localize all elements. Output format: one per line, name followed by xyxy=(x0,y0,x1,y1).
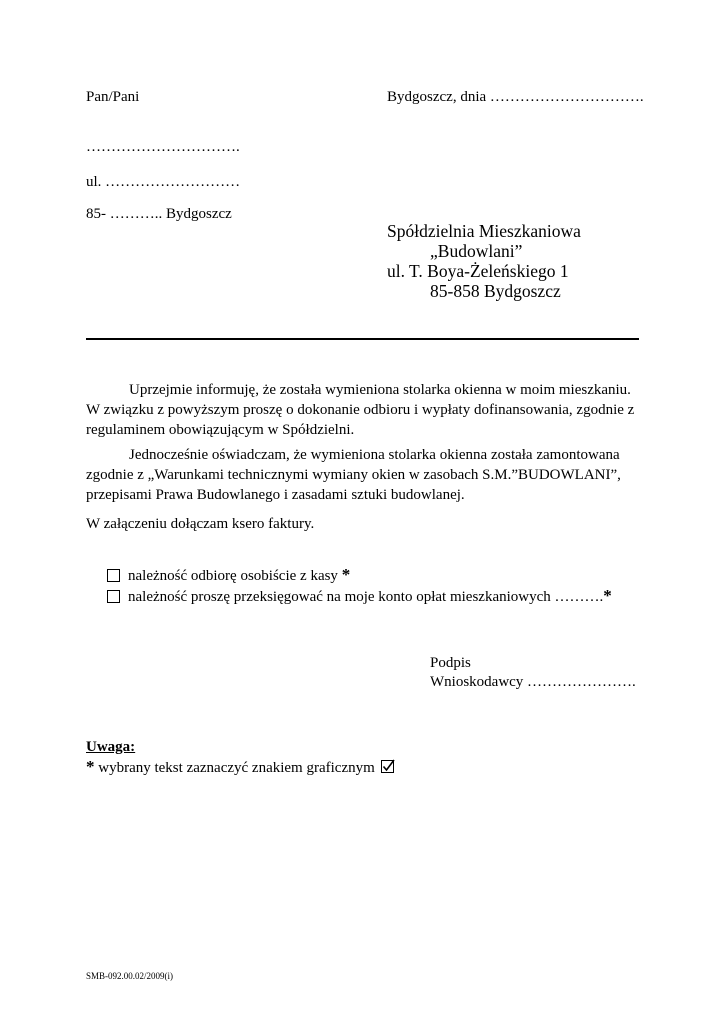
date-line: Bydgoszcz, dnia …………………………. xyxy=(387,89,644,105)
recipient-line-1: Spółdzielnia Mieszkaniowa xyxy=(387,221,581,241)
option-transfer-label: należność proszę przeksięgować na moje konto opłat mieszkaniowych ………. xyxy=(128,589,604,605)
recipient-line-3: ul. T. Boya-Żeleńskiego 1 xyxy=(387,261,569,281)
footer-code: SMB-092.00.02/2009(i) xyxy=(86,971,174,981)
body-p1-line2: W związku z powyższym proszę o dokonanie odbioru i wypłaty dofinansowania, zgodnie z xyxy=(86,402,635,418)
note-line xyxy=(86,757,395,778)
recipient-line-4: 85-858 Bydgoszcz xyxy=(430,281,561,301)
note-title: Uwaga: xyxy=(86,739,136,755)
option-cash-checkbox[interactable] xyxy=(107,569,120,582)
sender-name-line: …………………………. xyxy=(86,139,240,155)
separator-line xyxy=(86,338,639,340)
body-p2-line3: przepisami Prawa Budowlanego i zasadami sztuki budowlanej. xyxy=(86,487,465,503)
body-paragraph-3: W załączeniu dołączam ksero faktury. xyxy=(86,516,315,532)
note-star: * xyxy=(86,757,95,776)
sender-salutation: Pan/Pani xyxy=(86,89,140,105)
option-transfer[interactable] xyxy=(107,586,612,607)
note-text: wybrany tekst zaznaczyć znakiem graficznym xyxy=(98,760,375,776)
signature-line-1: Podpis xyxy=(430,655,471,671)
sender-postal-line: 85- ……….. Bydgoszcz xyxy=(86,206,232,222)
body-p2-line2: zgodnie z „Warunkami technicznymi wymiany okien w zasobach S.M.”BUDOWLANI”, xyxy=(86,467,621,483)
option-cash-star: * xyxy=(341,565,351,584)
option-cash-label: należność odbiorę osobiście z kasy xyxy=(128,568,338,584)
signature-line-2: Wnioskodawcy …………………. xyxy=(430,674,636,690)
option-transfer-checkbox[interactable] xyxy=(107,590,120,603)
body-paragraph-2 xyxy=(86,445,621,505)
body-paragraph-1 xyxy=(86,380,634,440)
body-p1-line3: regulaminem obowiązującym w Spółdzielni. xyxy=(86,422,355,438)
body-p1-line1: Uprzejmie informuję, że została wymieniona stolarka okienna w moim mieszkaniu. xyxy=(129,382,631,398)
sender-street-line: ul. ……………………… xyxy=(86,174,241,190)
option-cash[interactable] xyxy=(107,565,350,586)
option-transfer-star: * xyxy=(603,586,612,605)
checked-box-icon xyxy=(381,759,395,773)
recipient-line-2: „Budowlani” xyxy=(430,241,523,261)
body-p2-line1: Jednocześnie oświadczam, że wymieniona stolarka okienna została zamontowana xyxy=(129,447,620,463)
